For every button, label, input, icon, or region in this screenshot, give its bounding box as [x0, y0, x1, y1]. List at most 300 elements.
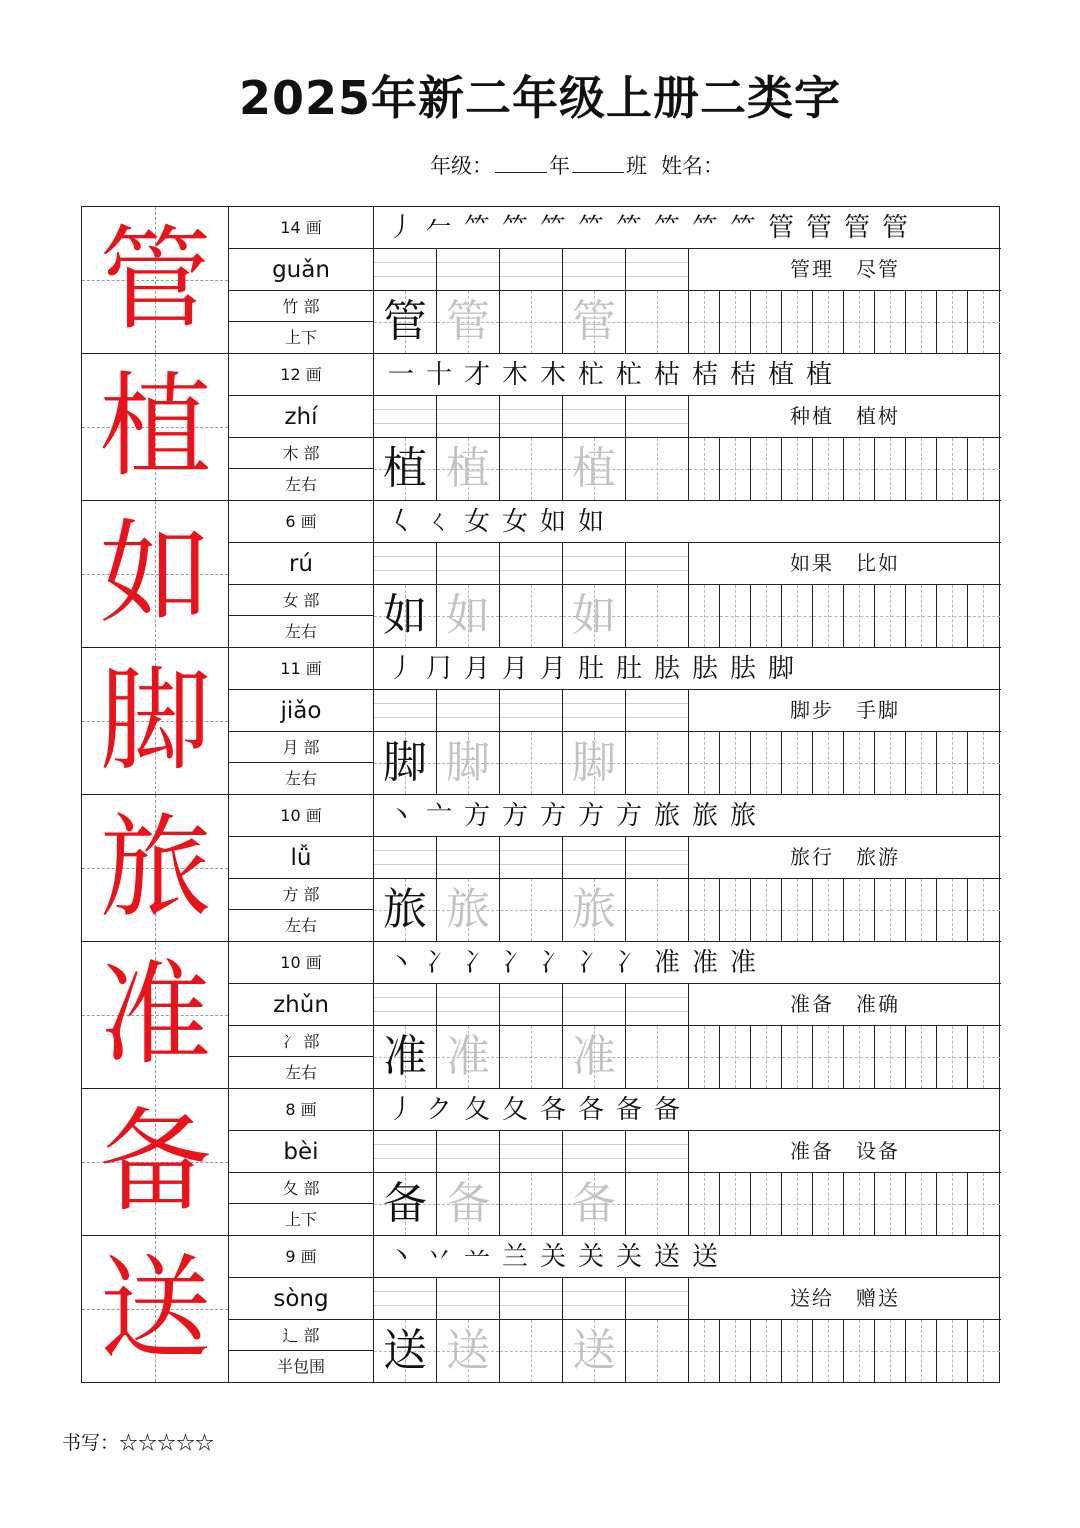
stroke-step: 兰 — [501, 1242, 528, 1272]
model-character-cell — [82, 1089, 229, 1235]
practice-half-square[interactable] — [720, 879, 751, 941]
radical: 女 部 — [229, 585, 373, 616]
practice-half-square[interactable] — [968, 1173, 1000, 1235]
practice-half-square[interactable] — [782, 732, 813, 794]
stroke-step: 冫 — [577, 948, 604, 978]
practice-square[interactable] — [437, 1173, 500, 1235]
practice-square[interactable] — [500, 1026, 563, 1088]
practice-square[interactable] — [500, 438, 563, 500]
practice-half-square[interactable] — [782, 1173, 813, 1235]
stroke-step: 丶 — [387, 1242, 414, 1272]
model-character-cell — [82, 648, 229, 794]
stroke-step: 胠 — [653, 654, 680, 684]
practice-square[interactable] — [374, 1026, 437, 1088]
stroke-step: 管 — [881, 213, 908, 243]
sample-character: 管 — [383, 296, 427, 347]
stroke-step: 才 — [463, 360, 490, 390]
practice-square[interactable] — [500, 585, 563, 647]
practice-square[interactable] — [563, 1173, 626, 1235]
trace-character: 植 — [572, 443, 616, 494]
example-words: 旅行 旅游 — [790, 845, 900, 869]
practice-half-square[interactable] — [844, 1173, 875, 1235]
stroke-step: 亠 — [425, 801, 452, 831]
practice-half-square[interactable] — [751, 732, 782, 794]
practice-half-square[interactable] — [968, 732, 1000, 794]
practice-square[interactable] — [374, 879, 437, 941]
writing-practice — [374, 585, 1001, 647]
stroke-order — [374, 648, 1001, 690]
stroke-count: 6 画 — [229, 501, 373, 543]
trace-character: 管 — [572, 296, 616, 347]
pinyin-cell[interactable] — [437, 1278, 500, 1319]
pinyin-cell[interactable] — [374, 543, 437, 584]
stroke-step: 冫 — [501, 948, 528, 978]
practice-half-square[interactable] — [689, 1173, 720, 1235]
pinyin: zhǔn — [229, 984, 373, 1026]
pinyin-cell[interactable] — [374, 1278, 437, 1319]
trace-character: 备 — [572, 1178, 616, 1229]
trace-character: 旅 — [446, 884, 490, 935]
pinyin-cell[interactable] — [626, 837, 689, 878]
character-row — [82, 501, 1001, 648]
pinyin-practice-grid — [374, 249, 1001, 291]
model-character-cell — [82, 354, 229, 500]
practice-half-square[interactable] — [844, 291, 875, 353]
practice-square[interactable] — [626, 879, 689, 941]
practice-half-square[interactable] — [813, 879, 844, 941]
stroke-step: 木 — [539, 360, 566, 390]
stroke-step: 方 — [539, 801, 566, 831]
practice-square[interactable] — [437, 732, 500, 794]
practice-half-square[interactable] — [875, 585, 906, 647]
stroke-step: ⺮ — [615, 213, 642, 243]
stroke-step: 送 — [653, 1242, 680, 1272]
practice-half-square[interactable] — [720, 732, 751, 794]
stroke-step: 丶 — [387, 801, 414, 831]
pinyin-practice-grid — [374, 396, 1001, 438]
stroke-step: 备 — [653, 1095, 680, 1125]
character-row — [82, 354, 1001, 501]
practice-half-square[interactable] — [720, 1026, 751, 1088]
practice-square[interactable] — [626, 585, 689, 647]
practice-half-square[interactable] — [968, 1026, 1000, 1088]
stroke-step: 脚 — [767, 654, 794, 684]
practice-half-square[interactable] — [782, 879, 813, 941]
model-character: 旅 — [99, 803, 212, 933]
practice-half-square[interactable] — [782, 438, 813, 500]
practice-square[interactable] — [626, 1173, 689, 1235]
pinyin-cell[interactable] — [626, 1278, 689, 1319]
practice-half-square[interactable] — [875, 1026, 906, 1088]
practice-half-square[interactable] — [720, 291, 751, 353]
example-words: 种植 植树 — [790, 404, 900, 428]
practice-half-square[interactable] — [720, 1320, 751, 1382]
practice-square[interactable] — [374, 732, 437, 794]
practice-square[interactable] — [563, 291, 626, 353]
radical: 夂 部 — [229, 1173, 373, 1204]
character-info — [229, 942, 374, 1088]
pinyin-cell[interactable] — [374, 984, 437, 1025]
character-row — [82, 1089, 1001, 1236]
stroke-step: 如 — [577, 507, 604, 537]
pinyin-cell[interactable] — [563, 396, 626, 437]
practice-square[interactable] — [563, 732, 626, 794]
pinyin-cell[interactable] — [563, 249, 626, 290]
practice-half-square[interactable] — [844, 732, 875, 794]
practice-square[interactable] — [374, 438, 437, 500]
practice-half-square[interactable] — [689, 732, 720, 794]
writing-rating: 书写：☆☆☆☆☆ — [62, 1432, 215, 1454]
stroke-step: 管 — [805, 213, 832, 243]
sample-character: 如 — [383, 590, 427, 641]
stroke-step: 𠂉 — [425, 213, 452, 243]
example-words: 管理 尽管 — [790, 257, 900, 281]
sample-character: 送 — [383, 1325, 427, 1376]
practice-half-square[interactable] — [782, 1026, 813, 1088]
pinyin: lǚ — [229, 837, 373, 879]
practice-square[interactable] — [626, 732, 689, 794]
practice-square[interactable] — [626, 1320, 689, 1382]
pinyin-cell[interactable] — [626, 249, 689, 290]
pinyin-cell[interactable] — [500, 690, 563, 731]
trace-character: 送 — [446, 1325, 490, 1376]
practice-half-square[interactable] — [937, 291, 968, 353]
practice-half-square[interactable] — [751, 585, 782, 647]
stroke-step: 桔 — [691, 360, 718, 390]
pinyin-cell[interactable] — [563, 690, 626, 731]
radical: 月 部 — [229, 732, 373, 763]
class-blank[interactable] — [572, 152, 624, 173]
pinyin-cell[interactable] — [500, 984, 563, 1025]
model-character: 管 — [99, 215, 212, 345]
model-character-cell — [82, 942, 229, 1088]
pinyin-cell[interactable] — [563, 837, 626, 878]
practice-half-square[interactable] — [689, 1026, 720, 1088]
name-label: 姓名： — [661, 154, 724, 178]
stroke-step: 丷 — [425, 1242, 452, 1272]
stroke-step: 准 — [691, 948, 718, 978]
example-words: 准备 准确 — [790, 992, 900, 1016]
character-row — [82, 207, 1001, 354]
model-character-cell — [82, 207, 229, 353]
practice-square[interactable] — [437, 438, 500, 500]
stroke-step: ⺆ — [425, 654, 452, 684]
practice-square[interactable] — [437, 1320, 500, 1382]
pinyin: zhí — [229, 396, 373, 438]
practice-half-square[interactable] — [813, 1026, 844, 1088]
stroke-step: 管 — [767, 213, 794, 243]
practice-square[interactable] — [500, 291, 563, 353]
pinyin-cell[interactable] — [626, 396, 689, 437]
practice-half-square[interactable] — [689, 438, 720, 500]
practice-half-square[interactable] — [720, 438, 751, 500]
stroke-step: 肚 — [615, 654, 642, 684]
practice-half-square[interactable] — [906, 585, 937, 647]
practice-half-square[interactable] — [689, 1320, 720, 1382]
pinyin-cell[interactable] — [437, 1131, 500, 1172]
practice-half-square[interactable] — [937, 879, 968, 941]
model-character: 准 — [99, 950, 212, 1080]
practice-half-square[interactable] — [875, 438, 906, 500]
structure: 上下 — [284, 328, 317, 347]
pinyin-cell[interactable] — [374, 837, 437, 878]
practice-half-square[interactable] — [875, 732, 906, 794]
practice-half-square[interactable] — [844, 1320, 875, 1382]
pinyin-cell[interactable] — [626, 984, 689, 1025]
practice-half-square[interactable] — [968, 438, 1000, 500]
stroke-order — [374, 942, 1001, 984]
writing-practice — [374, 291, 1001, 353]
practice-half-square[interactable] — [844, 438, 875, 500]
pinyin-cell[interactable] — [626, 543, 689, 584]
practice-half-square[interactable] — [782, 1320, 813, 1382]
practice-half-square[interactable] — [689, 291, 720, 353]
stroke-step: 丿 — [387, 654, 414, 684]
practice-square[interactable] — [374, 1173, 437, 1235]
stroke-step: 各 — [577, 1095, 604, 1125]
practice-square[interactable] — [374, 291, 437, 353]
writing-practice — [374, 438, 1001, 500]
structure: 左右 — [284, 1063, 317, 1082]
practice-square[interactable] — [500, 732, 563, 794]
practice-half-square[interactable] — [937, 438, 968, 500]
radical: 竹 部 — [229, 291, 373, 322]
pinyin-cell[interactable] — [374, 1131, 437, 1172]
pinyin-cell[interactable] — [374, 396, 437, 437]
sample-character: 准 — [383, 1031, 427, 1082]
pinyin-cell[interactable] — [437, 690, 500, 731]
pinyin-cell[interactable] — [500, 837, 563, 878]
practice-half-square[interactable] — [751, 438, 782, 500]
pinyin-cell[interactable] — [563, 1278, 626, 1319]
stroke-count: 8 画 — [229, 1089, 373, 1131]
practice-half-square[interactable] — [813, 438, 844, 500]
pinyin-cell[interactable] — [626, 1131, 689, 1172]
practice-half-square[interactable] — [751, 879, 782, 941]
pinyin-cell[interactable] — [437, 249, 500, 290]
model-character-cell — [82, 1236, 229, 1382]
practice-half-square[interactable] — [813, 1320, 844, 1382]
pinyin-cell[interactable] — [374, 249, 437, 290]
pinyin-cell[interactable] — [500, 1278, 563, 1319]
practice-square[interactable] — [437, 585, 500, 647]
pinyin-cell[interactable] — [500, 1131, 563, 1172]
stroke-step: 𡿨 — [387, 507, 414, 537]
stroke-order — [374, 501, 1001, 543]
practice-half-square[interactable] — [720, 1173, 751, 1235]
model-character: 送 — [99, 1244, 212, 1374]
practice-square[interactable] — [500, 879, 563, 941]
practice-half-square[interactable] — [937, 732, 968, 794]
structure: 左右 — [284, 769, 317, 788]
pinyin-cell[interactable] — [563, 543, 626, 584]
character-info — [229, 207, 374, 353]
practice-half-square[interactable] — [968, 291, 1000, 353]
pinyin-cell[interactable] — [437, 396, 500, 437]
pinyin-cell[interactable] — [500, 543, 563, 584]
stroke-step: ⺮ — [729, 213, 756, 243]
practice-half-square[interactable] — [906, 438, 937, 500]
stroke-step: 䒑 — [463, 1242, 490, 1272]
stroke-step: ⺮ — [691, 213, 718, 243]
character-info — [229, 501, 374, 647]
practice-square[interactable] — [626, 438, 689, 500]
character-info — [229, 1236, 374, 1382]
pinyin-cell[interactable] — [500, 249, 563, 290]
pinyin: bèi — [229, 1131, 373, 1173]
pinyin-cell[interactable] — [563, 1131, 626, 1172]
practice-square[interactable] — [374, 585, 437, 647]
stroke-step: 备 — [615, 1095, 642, 1125]
pinyin-practice-grid — [374, 837, 1001, 879]
sample-character: 备 — [383, 1178, 427, 1229]
practice-square[interactable] — [374, 1320, 437, 1382]
stroke-count: 11 画 — [229, 648, 373, 690]
practice-half-square[interactable] — [751, 1173, 782, 1235]
model-character-cell — [82, 795, 229, 941]
pinyin-cell[interactable] — [437, 543, 500, 584]
stroke-step: 关 — [539, 1242, 566, 1272]
practice-half-square[interactable] — [937, 1026, 968, 1088]
practice-half-square[interactable] — [813, 585, 844, 647]
stroke-step: 关 — [615, 1242, 642, 1272]
practice-half-square[interactable] — [968, 879, 1000, 941]
stroke-count: 9 画 — [229, 1236, 373, 1278]
practice-half-square[interactable] — [875, 1320, 906, 1382]
stroke-step: 植 — [805, 360, 832, 390]
writing-practice — [374, 1173, 1001, 1235]
example-words: 准备 设备 — [790, 1139, 900, 1163]
practice-half-square[interactable] — [937, 1320, 968, 1382]
practice-half-square[interactable] — [844, 879, 875, 941]
practice-half-square[interactable] — [751, 1320, 782, 1382]
character-info — [229, 795, 374, 941]
practice-square[interactable] — [563, 879, 626, 941]
class-info-line — [430, 150, 724, 180]
practice-half-square[interactable] — [875, 1173, 906, 1235]
practice-half-square[interactable] — [937, 1173, 968, 1235]
stroke-step: 送 — [691, 1242, 718, 1272]
model-character: 脚 — [99, 656, 212, 786]
pinyin: sòng — [229, 1278, 373, 1320]
practice-square[interactable] — [437, 291, 500, 353]
stroke-step: 月 — [539, 654, 566, 684]
pinyin-cell[interactable] — [500, 396, 563, 437]
practice-half-square[interactable] — [813, 732, 844, 794]
pinyin-cell[interactable] — [437, 837, 500, 878]
stroke-step: ク — [425, 1095, 452, 1125]
character-info — [229, 1089, 374, 1235]
model-character: 备 — [99, 1097, 212, 1227]
character-info — [229, 648, 374, 794]
practice-half-square[interactable] — [875, 291, 906, 353]
pinyin-cell[interactable] — [437, 984, 500, 1025]
practice-square[interactable] — [437, 879, 500, 941]
practice-half-square[interactable] — [782, 585, 813, 647]
stroke-step: 旅 — [653, 801, 680, 831]
practice-square[interactable] — [500, 1173, 563, 1235]
practice-half-square[interactable] — [844, 585, 875, 647]
stroke-step: 夂 — [463, 1095, 490, 1125]
stroke-step: 胠 — [729, 654, 756, 684]
stroke-count: 12 画 — [229, 354, 373, 396]
stroke-step: 肚 — [577, 654, 604, 684]
character-row — [82, 795, 1001, 942]
stroke-count: 10 画 — [229, 795, 373, 837]
stroke-step: 方 — [463, 801, 490, 831]
practice-square[interactable] — [563, 1026, 626, 1088]
stroke-step: 桔 — [729, 360, 756, 390]
practice-half-square[interactable] — [968, 1320, 1000, 1382]
stroke-step: 女 — [463, 507, 490, 537]
model-character: 植 — [99, 362, 212, 492]
practice-square[interactable] — [500, 1320, 563, 1382]
writing-practice — [374, 879, 1001, 941]
practice-half-square[interactable] — [906, 732, 937, 794]
stroke-step: 十 — [425, 360, 452, 390]
pinyin-practice-grid — [374, 1131, 1001, 1173]
example-words: 如果 比如 — [790, 551, 900, 575]
pinyin-cell[interactable] — [374, 690, 437, 731]
writing-practice — [374, 1320, 1001, 1382]
practice-square[interactable] — [563, 1320, 626, 1382]
practice-half-square[interactable] — [689, 585, 720, 647]
trace-character: 准 — [446, 1031, 490, 1082]
trace-character: 如 — [446, 590, 490, 641]
practice-half-square[interactable] — [906, 1320, 937, 1382]
practice-half-square[interactable] — [906, 879, 937, 941]
example-words: 送给 赠送 — [790, 1286, 900, 1310]
practice-half-square[interactable] — [968, 585, 1000, 647]
grade-blank[interactable] — [495, 152, 547, 173]
pinyin-practice-grid — [374, 690, 1001, 732]
practice-half-square[interactable] — [751, 1026, 782, 1088]
practice-half-square[interactable] — [813, 1173, 844, 1235]
pinyin: jiǎo — [229, 690, 373, 732]
pinyin-cell[interactable] — [626, 690, 689, 731]
practice-square[interactable] — [563, 438, 626, 500]
stroke-step: ⺮ — [539, 213, 566, 243]
radical: 冫 部 — [229, 1026, 373, 1057]
stroke-step: 关 — [577, 1242, 604, 1272]
structure: 左右 — [284, 475, 317, 494]
stroke-step: 如 — [539, 507, 566, 537]
practice-square[interactable] — [563, 585, 626, 647]
practice-half-square[interactable] — [906, 291, 937, 353]
practice-half-square[interactable] — [751, 291, 782, 353]
practice-half-square[interactable] — [844, 1026, 875, 1088]
trace-character: 脚 — [572, 737, 616, 788]
practice-half-square[interactable] — [906, 1026, 937, 1088]
stroke-step: 旅 — [691, 801, 718, 831]
practice-half-square[interactable] — [689, 879, 720, 941]
practice-half-square[interactable] — [937, 585, 968, 647]
practice-half-square[interactable] — [720, 585, 751, 647]
stroke-step: 月 — [501, 654, 528, 684]
practice-square[interactable] — [626, 1026, 689, 1088]
stroke-step: 方 — [577, 801, 604, 831]
practice-half-square[interactable] — [906, 1173, 937, 1235]
stroke-step: 方 — [501, 801, 528, 831]
practice-square[interactable] — [437, 1026, 500, 1088]
practice-half-square[interactable] — [782, 291, 813, 353]
pinyin: guǎn — [229, 249, 373, 291]
practice-half-square[interactable] — [813, 291, 844, 353]
trace-character: 备 — [446, 1178, 490, 1229]
practice-square[interactable] — [626, 291, 689, 353]
practice-half-square[interactable] — [875, 879, 906, 941]
pinyin-cell[interactable] — [563, 984, 626, 1025]
